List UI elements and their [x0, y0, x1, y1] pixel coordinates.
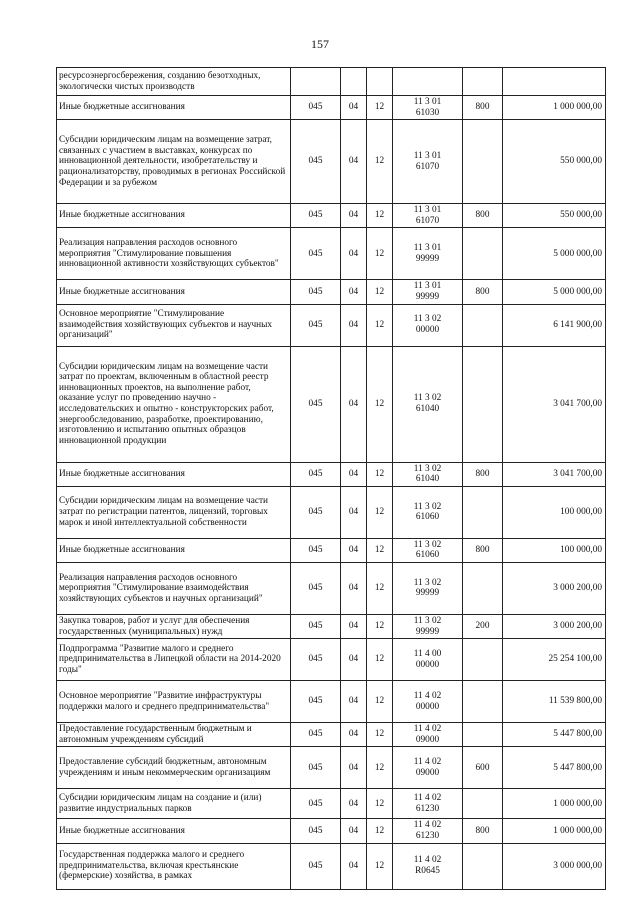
ministry-code-cell: 045 [291, 562, 341, 614]
amount-cell: 5 447 800,00 [503, 747, 606, 789]
ministry-code-cell: 045 [291, 819, 341, 843]
name-cell: Иные бюджетные ассигнования [57, 538, 291, 562]
target-article-cell: 11 3 02 61060 [393, 486, 463, 538]
name-cell: Основное мероприятие "Развитие инфраструктуры поддержки малого и среднего предпринимательства" [57, 681, 291, 723]
target-article-cell: 11 3 02 99999 [393, 562, 463, 614]
expense-type-cell: 800 [463, 204, 503, 228]
table-row [57, 204, 606, 228]
name-cell: Субсидии юридическим лицам на возмещение затрат, связанных с участием в выставках, конкурсах по инновационной деятельности, изобретательству и рационализаторству, проводимых в регионах Российской Федерации и за рубежом [57, 120, 291, 204]
name-cell: Предоставление государственным бюджетным и автономным учреждениям субсидий [57, 723, 291, 747]
table-row [57, 280, 606, 304]
table-row [57, 96, 606, 120]
table-row [57, 68, 606, 96]
name-cell: Реализация направления расходов основного мероприятия "Стимулирование повышения инновационной активности хозяйствующих субъектов" [57, 228, 291, 280]
subsection-code-cell: 12 [367, 120, 393, 204]
name-cell: Предоставление субсидий бюджетным, автономным учреждениям и иным некоммерческим организациям [57, 747, 291, 789]
amount-cell: 100 000,00 [503, 538, 606, 562]
section-code-cell: 04 [341, 280, 367, 304]
table-row [57, 723, 606, 747]
expense-type-cell [463, 120, 503, 204]
expense-type-cell: 800 [463, 462, 503, 486]
ministry-code-cell: 045 [291, 639, 341, 681]
section-code-cell: 04 [341, 304, 367, 346]
amount-cell: 3 000 000,00 [503, 843, 606, 889]
name-cell: Иные бюджетные ассигнования [57, 462, 291, 486]
name-cell: Подпрограмма "Развитие малого и среднего предпринимательства в Липецкой области на 2014-2020 годы" [57, 639, 291, 681]
amount-cell: 3 041 700,00 [503, 462, 606, 486]
expense-type-cell: 800 [463, 96, 503, 120]
budget-table [56, 67, 606, 890]
subsection-code-cell: 12 [367, 562, 393, 614]
expense-type-cell [463, 789, 503, 819]
table-row [57, 843, 606, 889]
name-cell: Иные бюджетные ассигнования [57, 96, 291, 120]
expense-type-cell [463, 843, 503, 889]
amount-cell: 1 000 000,00 [503, 819, 606, 843]
table-row [57, 304, 606, 346]
table-row [57, 819, 606, 843]
name-cell: Субсидии юридическим лицам на создание и (или) развитие индустриальных парков [57, 789, 291, 819]
ministry-code-cell: 045 [291, 280, 341, 304]
subsection-code-cell: 12 [367, 747, 393, 789]
section-code-cell: 04 [341, 614, 367, 638]
expense-type-cell [463, 346, 503, 462]
subsection-code-cell: 12 [367, 462, 393, 486]
section-code-cell: 04 [341, 789, 367, 819]
target-article-cell: 11 4 02 09000 [393, 723, 463, 747]
subsection-code-cell: 12 [367, 843, 393, 889]
ministry-code-cell: 045 [291, 723, 341, 747]
section-code-cell: 04 [341, 723, 367, 747]
amount-cell: 550 000,00 [503, 204, 606, 228]
amount-cell: 5 447 800,00 [503, 723, 606, 747]
table-row [57, 789, 606, 819]
amount-cell: 6 141 900,00 [503, 304, 606, 346]
ministry-code-cell: 045 [291, 346, 341, 462]
target-article-cell: 11 4 00 00000 [393, 639, 463, 681]
section-code-cell: 04 [341, 538, 367, 562]
ministry-code-cell: 045 [291, 96, 341, 120]
name-cell: Иные бюджетные ассигнования [57, 280, 291, 304]
section-code-cell: 04 [341, 486, 367, 538]
expense-type-cell [463, 486, 503, 538]
amount-cell: 3 000 200,00 [503, 614, 606, 638]
target-article-cell: 11 4 02 61230 [393, 789, 463, 819]
amount-cell: 550 000,00 [503, 120, 606, 204]
expense-type-cell [463, 304, 503, 346]
section-code-cell: 04 [341, 639, 367, 681]
subsection-code-cell: 12 [367, 819, 393, 843]
subsection-code-cell: 12 [367, 614, 393, 638]
table-row [57, 562, 606, 614]
name-cell: Основное мероприятие "Стимулирование взаимодействия хозяйствующих субъектов и научных организаций" [57, 304, 291, 346]
ministry-code-cell: 045 [291, 789, 341, 819]
subsection-code-cell: 12 [367, 681, 393, 723]
table-row [57, 681, 606, 723]
amount-cell [503, 68, 606, 96]
section-code-cell: 04 [341, 228, 367, 280]
ministry-code-cell: 045 [291, 681, 341, 723]
target-article-cell: 11 4 02 61230 [393, 819, 463, 843]
amount-cell: 25 254 100,00 [503, 639, 606, 681]
target-article-cell: 11 3 02 61040 [393, 462, 463, 486]
expense-type-cell: 800 [463, 819, 503, 843]
subsection-code-cell: 12 [367, 228, 393, 280]
table-row [57, 639, 606, 681]
ministry-code-cell [291, 68, 341, 96]
subsection-code-cell: 12 [367, 96, 393, 120]
subsection-code-cell: 12 [367, 280, 393, 304]
expense-type-cell [463, 681, 503, 723]
ministry-code-cell: 045 [291, 538, 341, 562]
subsection-code-cell: 12 [367, 486, 393, 538]
table-body [57, 68, 606, 890]
target-article-cell: 11 4 02 00000 [393, 681, 463, 723]
expense-type-cell: 800 [463, 280, 503, 304]
expense-type-cell [463, 68, 503, 96]
section-code-cell: 04 [341, 747, 367, 789]
name-cell: Иные бюджетные ассигнования [57, 204, 291, 228]
target-article-cell: 11 3 01 99999 [393, 280, 463, 304]
ministry-code-cell: 045 [291, 204, 341, 228]
amount-cell: 3 000 200,00 [503, 562, 606, 614]
expense-type-cell [463, 562, 503, 614]
expense-type-cell: 200 [463, 614, 503, 638]
section-code-cell: 04 [341, 204, 367, 228]
table-row [57, 120, 606, 204]
section-code-cell: 04 [341, 96, 367, 120]
section-code-cell: 04 [341, 681, 367, 723]
subsection-code-cell: 12 [367, 304, 393, 346]
amount-cell: 100 000,00 [503, 486, 606, 538]
subsection-code-cell: 12 [367, 346, 393, 462]
name-cell: Реализация направления расходов основного мероприятия "Стимулирование взаимодействия хозяйствующих субъектов и научных организаций" [57, 562, 291, 614]
section-code-cell: 04 [341, 120, 367, 204]
table-row [57, 486, 606, 538]
target-article-cell: 11 3 02 99999 [393, 614, 463, 638]
subsection-code-cell: 12 [367, 723, 393, 747]
section-code-cell: 04 [341, 819, 367, 843]
subsection-code-cell: 12 [367, 538, 393, 562]
expense-type-cell [463, 228, 503, 280]
expense-type-cell: 800 [463, 538, 503, 562]
ministry-code-cell: 045 [291, 843, 341, 889]
expense-type-cell [463, 639, 503, 681]
amount-cell: 5 000 000,00 [503, 280, 606, 304]
table-row [57, 614, 606, 638]
amount-cell: 11 539 800,00 [503, 681, 606, 723]
amount-cell: 3 041 700,00 [503, 346, 606, 462]
subsection-code-cell: 12 [367, 789, 393, 819]
ministry-code-cell: 045 [291, 747, 341, 789]
name-cell: Иные бюджетные ассигнования [57, 819, 291, 843]
ministry-code-cell: 045 [291, 486, 341, 538]
expense-type-cell [463, 723, 503, 747]
target-article-cell: 11 3 02 61040 [393, 346, 463, 462]
ministry-code-cell: 045 [291, 462, 341, 486]
name-cell: Государственная поддержка малого и среднего предпринимательства, включая крестьянские (фермерские) хозяйства, в рамках [57, 843, 291, 889]
subsection-code-cell: 12 [367, 639, 393, 681]
name-cell: Закупка товаров, работ и услуг для обеспечения государственных (муниципальных) нужд [57, 614, 291, 638]
amount-cell: 5 000 000,00 [503, 228, 606, 280]
target-article-cell: 11 3 01 61070 [393, 120, 463, 204]
subsection-code-cell: 12 [367, 204, 393, 228]
target-article-cell: 11 3 02 61060 [393, 538, 463, 562]
name-cell: Субсидии юридическим лицам на возмещение части затрат по проектам, включенным в областной реестр инновационных проектов, на выполнение работ, оказание услуг по проведению научно - исследовательских и опытно - конструкторских работ, энергообследованию, разработке, проектированию, изготовлению и испытанию опытных образцов инновационной продукции [57, 346, 291, 462]
section-code-cell [341, 68, 367, 96]
table-row [57, 346, 606, 462]
target-article-cell: 11 3 01 61070 [393, 204, 463, 228]
target-article-cell: 11 3 02 00000 [393, 304, 463, 346]
table-row [57, 538, 606, 562]
amount-cell: 1 000 000,00 [503, 789, 606, 819]
target-article-cell: 11 4 02 R0645 [393, 843, 463, 889]
section-code-cell: 04 [341, 462, 367, 486]
section-code-cell: 04 [341, 843, 367, 889]
table-row [57, 462, 606, 486]
target-article-cell [393, 68, 463, 96]
section-code-cell: 04 [341, 562, 367, 614]
expense-type-cell: 600 [463, 747, 503, 789]
subsection-code-cell [367, 68, 393, 96]
target-article-cell: 11 4 02 09000 [393, 747, 463, 789]
page-number: 157 [311, 37, 329, 51]
section-code-cell: 04 [341, 346, 367, 462]
amount-cell: 1 000 000,00 [503, 96, 606, 120]
table-row [57, 747, 606, 789]
name-cell: ресурсоэнергосбережения, созданию безотходных, экологически чистых производств [57, 68, 291, 96]
name-cell: Субсидии юридическим лицам на возмещение части затрат по регистрации патентов, лицензий, торговых марок и иной интеллектуальной собственности [57, 486, 291, 538]
ministry-code-cell: 045 [291, 228, 341, 280]
ministry-code-cell: 045 [291, 120, 341, 204]
target-article-cell: 11 3 01 61030 [393, 96, 463, 120]
ministry-code-cell: 045 [291, 304, 341, 346]
ministry-code-cell: 045 [291, 614, 341, 638]
table-row [57, 228, 606, 280]
target-article-cell: 11 3 01 99999 [393, 228, 463, 280]
